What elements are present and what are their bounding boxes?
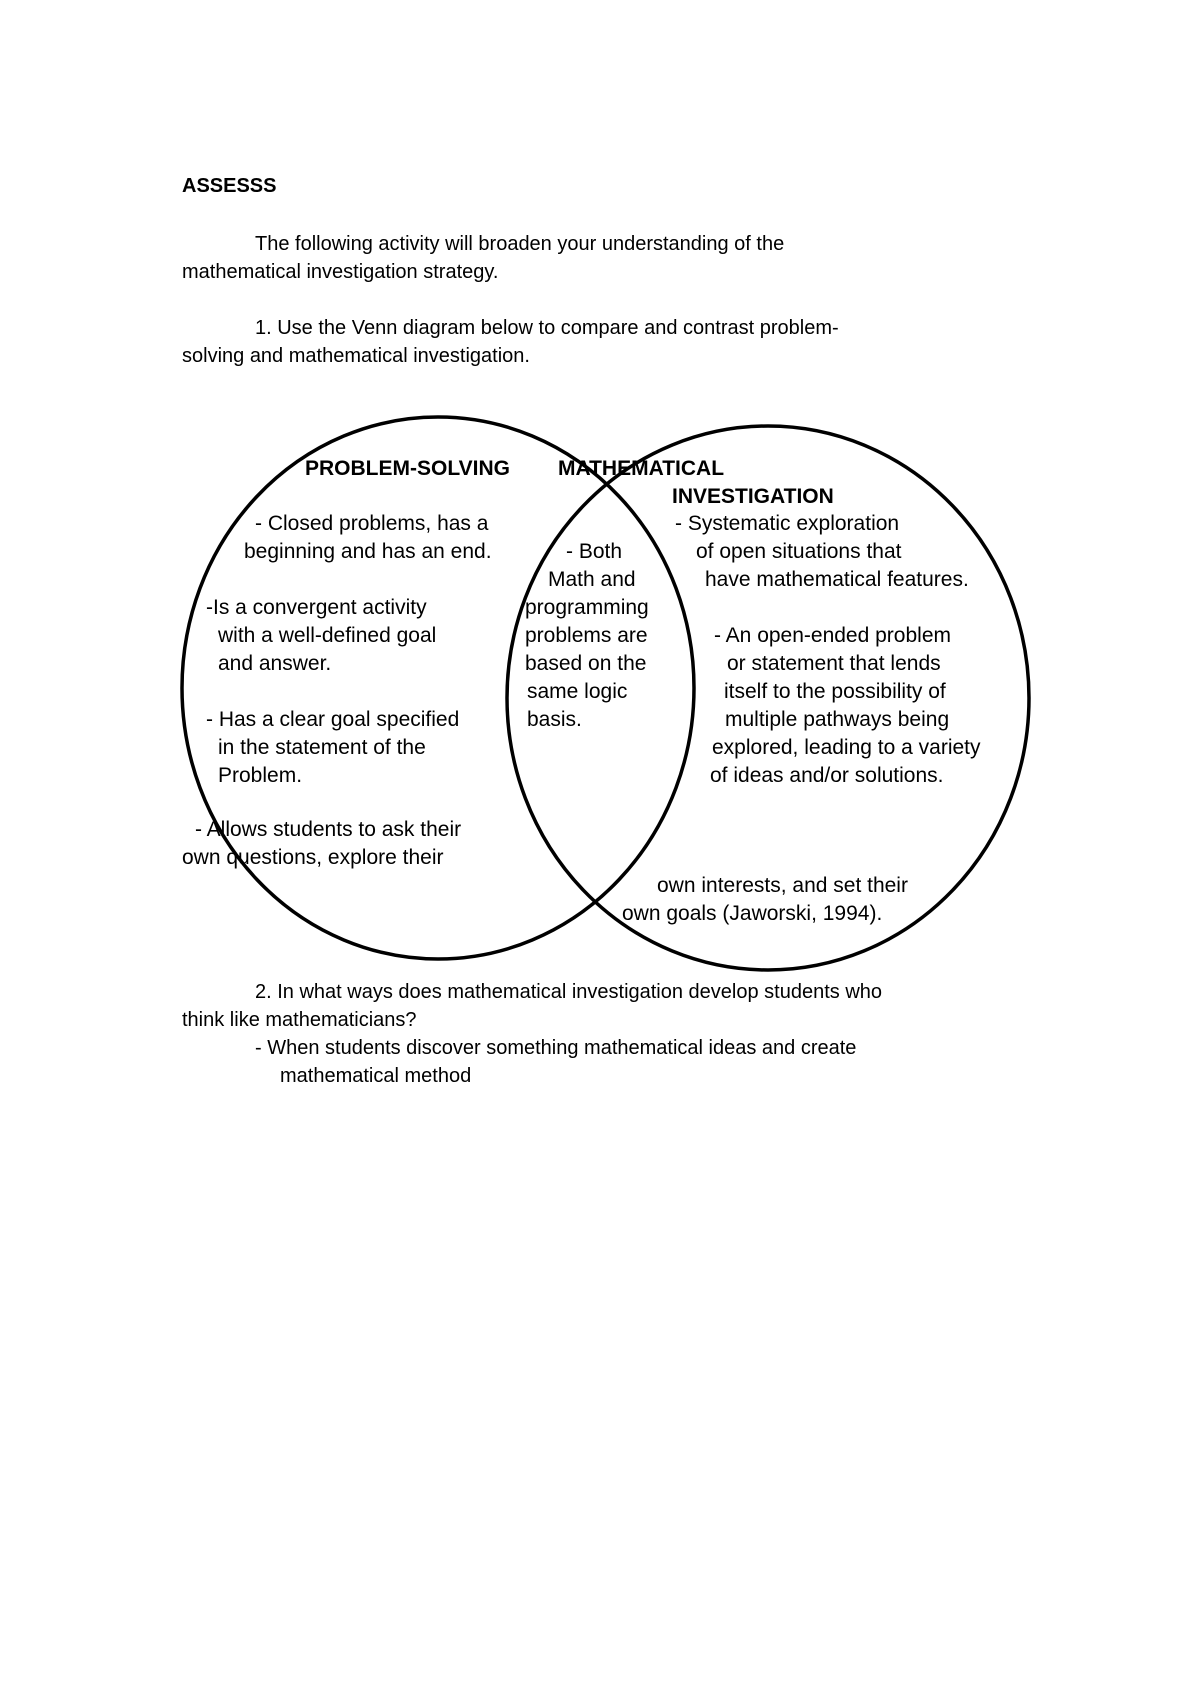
question-2-line-2: think like mathematicians? xyxy=(182,1009,417,1031)
left-point-2-line-1: -Is a convergent activity xyxy=(206,596,427,619)
question-1-line-1: 1. Use the Venn diagram below to compare and contrast problem- xyxy=(255,317,839,339)
left-point-1-line-1: - Closed problems, has a xyxy=(255,512,489,535)
left-point-2-line-3: and answer. xyxy=(218,652,332,675)
question-1-line-2: solving and mathematical investigation. xyxy=(182,345,530,367)
right-point-2-line-4: multiple pathways being xyxy=(725,708,950,731)
intro-line-1: The following activity will broaden your understanding of the xyxy=(255,233,785,255)
question-2-answer-line-2: mathematical method xyxy=(280,1065,472,1087)
venn-left-title: PROBLEM-SOLVING xyxy=(305,457,510,480)
heading: ASSESSS xyxy=(182,175,277,197)
left-point-3-line-2: in the statement of the xyxy=(218,736,426,759)
venn-right-title-1: MATHEMATICAL xyxy=(558,457,725,480)
overlap-line-3: programming xyxy=(525,596,649,619)
left-point-4-line-2: own questions, explore their xyxy=(182,846,444,869)
left-point-1-line-2: beginning and has an end. xyxy=(244,540,492,563)
overlap-line-1: - Both xyxy=(566,540,623,563)
left-point-4-line-1: - Allows students to ask their xyxy=(195,818,462,841)
right-point-1-line-1: - Systematic exploration xyxy=(675,512,900,535)
right-point-2-line-3: itself to the possibility of xyxy=(724,680,946,703)
venn-right-title-2: INVESTIGATION xyxy=(672,485,834,508)
overlap-line-5: based on the xyxy=(525,652,647,675)
left-point-2-line-2: with a well-defined goal xyxy=(218,624,437,647)
overlap-line-7: basis. xyxy=(527,708,582,731)
question-2-answer-line-1: - When students discover something mathematical ideas and create xyxy=(255,1037,857,1059)
right-point-1-line-2: of open situations that xyxy=(696,540,902,563)
overlap-line-2: Math and xyxy=(548,568,636,591)
right-point-2-line-5: explored, leading to a variety xyxy=(712,736,981,759)
overlap-line-6: same logic xyxy=(527,680,628,703)
right-point-2-line-6: of ideas and/or solutions. xyxy=(710,764,944,787)
intro-line-2: mathematical investigation strategy. xyxy=(182,261,499,283)
right-point-2-line-1: - An open-ended problem xyxy=(714,624,951,647)
left-point-3-line-3: Problem. xyxy=(218,764,303,787)
continuation-line-1: own interests, and set their xyxy=(657,874,908,897)
overlap-line-4: problems are xyxy=(525,624,648,647)
left-point-3-line-1: - Has a clear goal specified xyxy=(206,708,460,731)
question-2-line-1: 2. In what ways does mathematical investigation develop students who xyxy=(255,981,883,1003)
right-point-1-line-3: have mathematical features. xyxy=(705,568,969,591)
right-point-2-line-2: or statement that lends xyxy=(727,652,941,675)
continuation-line-2: own goals (Jaworski, 1994). xyxy=(622,902,883,925)
